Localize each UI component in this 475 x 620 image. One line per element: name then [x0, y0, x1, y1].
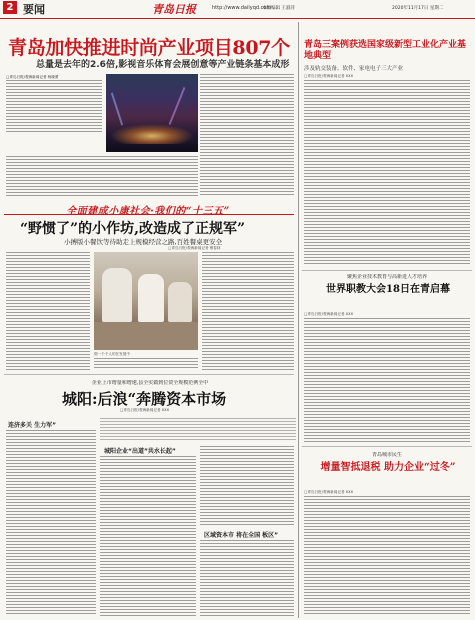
right-top-headline: 青岛三案例获选国家级新型工业化产业基地典型	[304, 40, 467, 61]
urban-body-col1	[6, 430, 96, 616]
right-bot-body	[304, 496, 470, 616]
urban-body-col2	[100, 456, 196, 616]
lead-headline: 青岛加快推进时尚产业项目807个	[8, 37, 290, 59]
urban-headline: 城阳:后浪“奔腾资本市场	[62, 390, 227, 408]
banner-text: 全面建成小康社会·我们的“十三五”	[66, 206, 230, 217]
lead-body-col2	[200, 74, 294, 196]
series-banner	[40, 199, 256, 217]
right-top-byline: □青岛日报/观海新闻记者 XXX	[304, 74, 354, 78]
right-mid-byline: □青岛日报/观海新闻记者 XXX	[304, 312, 354, 316]
issue-date: 2020年11月17日 星期二	[392, 6, 444, 11]
urban-lead-paragraph	[100, 418, 296, 440]
feature-subhead: 小搏版小餐饮等待助走上规模经营之路,百姓餐桌更安全	[64, 238, 223, 246]
column-divider	[298, 22, 299, 618]
right-mid-kicker: 聚焦企业技术教育与高新进人才培养	[346, 274, 427, 280]
urban-sub-heading-mid: 城阳企业“出道”共水长起”	[104, 448, 176, 455]
feature-photo	[94, 252, 198, 350]
lead-body-col1	[6, 80, 102, 132]
page-number-badge: 2	[3, 1, 17, 14]
right-bot-kicker: 青岛城市民生	[371, 452, 402, 458]
paper-url[interactable]: http://www.dailyqd.com	[212, 5, 272, 11]
section-title: 要闻	[23, 3, 45, 16]
paper-logo: 青岛日报	[152, 3, 196, 16]
masthead	[0, 0, 475, 19]
right-mid-body	[304, 318, 470, 442]
lead-body-col1b	[6, 156, 198, 196]
urban-body-col3b	[200, 540, 294, 616]
urban-byline: □青岛日报/观海新闻记者 XXX	[120, 408, 170, 412]
urban-kicker: 企业上市增量和增速,县全实做到位资全规模范例全中	[91, 380, 209, 386]
right-top-subhead: 涉及轨交装备、软件、家电电子三大产业	[304, 66, 404, 72]
feature-headline: “野惯了”的小作坊,改造成了正规军”	[20, 221, 246, 237]
right-bot-byline: □青岛日报/观海新闻记者 XXX	[304, 490, 354, 494]
feature-body-col3	[202, 252, 294, 370]
lead-byline: □青岛日报/观海新闻记者 杨晓勇	[6, 75, 59, 79]
feature-photo-caption: 图一个个人的在发展中	[94, 352, 130, 356]
feature-body-col2	[94, 358, 198, 370]
urban-sub-heading-right: 区域资本市 将在全国 板区”	[204, 532, 279, 539]
urban-body-col3a	[200, 446, 294, 526]
lead-subhead: 总量是去年的2.6倍,影视音乐体育会展创意等产业链条基本成形	[36, 60, 290, 70]
right-bot-headline: 增量智抵退税 助力企业“过冬”	[320, 462, 456, 473]
right-mid-headline: 世界职教大会18日在青启幕	[326, 284, 450, 295]
feature-byline: □青岛日报/观海新闻记者 傅春林	[168, 246, 221, 250]
edition-info: 本版编辑 王淑萍	[262, 6, 295, 11]
feature-body-col1	[6, 252, 90, 370]
lead-photo	[106, 74, 198, 152]
right-top-body	[304, 80, 470, 266]
urban-sub-heading-left: 连济多关 生力军”	[8, 422, 57, 429]
